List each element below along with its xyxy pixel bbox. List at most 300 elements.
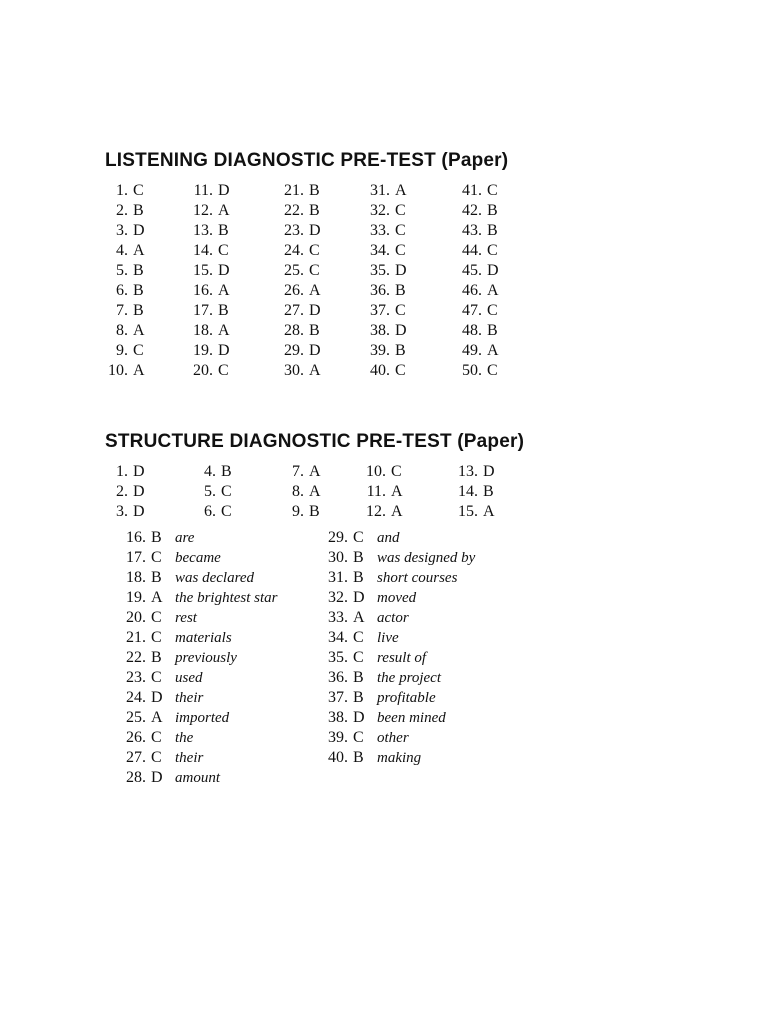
answer-letter: D bbox=[309, 342, 321, 359]
answer-letter: A bbox=[309, 362, 321, 379]
answer-item bbox=[458, 281, 499, 301]
answer-letter: A bbox=[391, 503, 403, 520]
answer-letter: D bbox=[133, 463, 145, 480]
answer-item bbox=[458, 301, 499, 321]
answer-letter: B bbox=[133, 282, 144, 299]
question-number: 26. bbox=[126, 729, 146, 746]
answer-letter: D bbox=[133, 503, 145, 520]
question-number: 20. bbox=[193, 362, 213, 379]
answer-item bbox=[366, 241, 407, 261]
answer-letter: D bbox=[395, 322, 407, 339]
answer-column bbox=[458, 462, 495, 522]
question-number: 3. bbox=[116, 222, 128, 239]
question-number: 25. bbox=[126, 709, 146, 726]
word-answer-item bbox=[108, 708, 278, 728]
answer-item bbox=[284, 482, 321, 502]
question-number: 21. bbox=[126, 629, 146, 646]
question-number: 7. bbox=[116, 302, 128, 319]
word-answer-item bbox=[310, 668, 475, 688]
answer-item bbox=[280, 341, 321, 361]
answer-word: imported bbox=[175, 710, 230, 726]
answer-letter: A bbox=[218, 322, 230, 339]
answer-word: was designed by bbox=[377, 550, 476, 566]
word-answer-item bbox=[108, 528, 278, 548]
question-number: 15. bbox=[193, 262, 213, 279]
answer-letter: C bbox=[395, 362, 406, 379]
word-answer-item bbox=[108, 608, 278, 628]
answer-letter: B bbox=[309, 202, 320, 219]
answer-item bbox=[280, 221, 321, 241]
answer-item bbox=[104, 241, 145, 261]
answer-item bbox=[189, 301, 230, 321]
question-number: 49. bbox=[462, 342, 482, 359]
question-number: 12. bbox=[193, 202, 213, 219]
answer-item bbox=[284, 462, 321, 482]
answer-letter: C bbox=[395, 242, 406, 259]
question-number: 17. bbox=[126, 549, 146, 566]
answer-item bbox=[104, 201, 145, 221]
word-answer-item bbox=[108, 688, 278, 708]
answer-column bbox=[458, 181, 499, 381]
word-answer-item bbox=[310, 728, 475, 748]
answer-letter: A bbox=[133, 322, 145, 339]
word-answer-item bbox=[108, 568, 278, 588]
question-number: 19. bbox=[126, 589, 146, 606]
answer-item bbox=[458, 482, 495, 502]
question-number: 43. bbox=[462, 222, 482, 239]
answer-item bbox=[189, 261, 230, 281]
word-answer-item bbox=[310, 548, 475, 568]
answer-item bbox=[366, 321, 407, 341]
word-answer-item bbox=[310, 708, 475, 728]
question-number: 24. bbox=[284, 242, 304, 259]
answer-column bbox=[108, 462, 145, 522]
answer-item bbox=[366, 201, 407, 221]
question-number: 30. bbox=[284, 362, 304, 379]
answer-letter: D bbox=[151, 769, 163, 786]
answer-word: are bbox=[175, 530, 195, 546]
question-number: 45. bbox=[462, 262, 482, 279]
answer-item bbox=[366, 221, 407, 241]
question-number: 36. bbox=[328, 669, 348, 686]
answer-letter: B bbox=[353, 549, 364, 566]
answer-letter: C bbox=[395, 202, 406, 219]
answer-letter: D bbox=[353, 709, 365, 726]
question-number: 9. bbox=[292, 503, 304, 520]
answer-letter: A bbox=[483, 503, 495, 520]
answer-letter: C bbox=[353, 729, 364, 746]
question-number: 6. bbox=[116, 282, 128, 299]
answer-word: amount bbox=[175, 770, 220, 786]
question-number: 16. bbox=[193, 282, 213, 299]
answer-word: materials bbox=[175, 630, 232, 646]
answer-word: moved bbox=[377, 590, 417, 606]
answer-letter: B bbox=[353, 749, 364, 766]
answer-letter: C bbox=[133, 342, 144, 359]
answer-letter: A bbox=[487, 342, 499, 359]
answer-column bbox=[189, 181, 230, 381]
answer-word: previously bbox=[175, 650, 237, 666]
answer-letter: A bbox=[218, 202, 230, 219]
answer-item bbox=[280, 321, 321, 341]
answer-letter: A bbox=[395, 182, 407, 199]
question-number: 23. bbox=[126, 669, 146, 686]
question-number: 17. bbox=[193, 302, 213, 319]
question-number: 40. bbox=[370, 362, 390, 379]
answer-item bbox=[458, 181, 499, 201]
question-number: 33. bbox=[328, 609, 348, 626]
answer-item bbox=[280, 361, 321, 381]
answer-letter: C bbox=[391, 463, 402, 480]
answer-column bbox=[366, 462, 403, 522]
answer-letter: A bbox=[309, 282, 321, 299]
question-number: 5. bbox=[204, 483, 216, 500]
answer-letter: D bbox=[309, 302, 321, 319]
answer-letter: B bbox=[309, 322, 320, 339]
question-number: 9. bbox=[116, 342, 128, 359]
answer-item bbox=[189, 281, 230, 301]
answer-letter: A bbox=[309, 483, 321, 500]
answer-item bbox=[284, 502, 321, 522]
answer-word: short courses bbox=[377, 570, 458, 586]
answer-item bbox=[189, 201, 230, 221]
answer-item bbox=[189, 321, 230, 341]
word-answer-item bbox=[310, 628, 475, 648]
answer-letter: C bbox=[221, 483, 232, 500]
answer-letter: B bbox=[395, 282, 406, 299]
answer-item bbox=[196, 462, 232, 482]
answer-item bbox=[196, 502, 232, 522]
word-answer-item bbox=[310, 648, 475, 668]
answer-letter: D bbox=[133, 222, 145, 239]
answer-letter: B bbox=[395, 342, 406, 359]
word-answer-item bbox=[108, 668, 278, 688]
answer-item bbox=[189, 181, 230, 201]
answer-letter: C bbox=[353, 649, 364, 666]
answer-item bbox=[366, 301, 407, 321]
answer-letter: A bbox=[309, 463, 321, 480]
answer-word: result of bbox=[377, 650, 427, 666]
answer-item bbox=[196, 482, 232, 502]
answer-letter: B bbox=[487, 222, 498, 239]
answer-word: their bbox=[175, 750, 204, 766]
question-number: 21. bbox=[284, 182, 304, 199]
answer-letter: C bbox=[151, 669, 162, 686]
answer-letter: C bbox=[487, 302, 498, 319]
answer-item bbox=[108, 502, 145, 522]
question-number: 46. bbox=[462, 282, 482, 299]
answer-word: making bbox=[377, 750, 422, 766]
answer-letter: D bbox=[487, 262, 499, 279]
answer-letter: C bbox=[353, 529, 364, 546]
answer-word: actor bbox=[377, 610, 409, 626]
answer-item bbox=[104, 261, 145, 281]
answer-letter: D bbox=[353, 589, 365, 606]
answer-item bbox=[458, 462, 495, 482]
answer-item bbox=[280, 281, 321, 301]
answer-column bbox=[284, 462, 321, 522]
answer-letter: C bbox=[218, 242, 229, 259]
answer-letter: A bbox=[151, 589, 163, 606]
question-number: 10. bbox=[108, 362, 128, 379]
answer-letter: C bbox=[218, 362, 229, 379]
answer-letter: C bbox=[151, 549, 162, 566]
structure-title-text: STRUCTURE DIAGNOSTIC PRE-TEST bbox=[105, 431, 452, 452]
question-number: 3. bbox=[116, 503, 128, 520]
answer-item bbox=[458, 221, 499, 241]
answer-item bbox=[189, 221, 230, 241]
answer-item bbox=[366, 502, 403, 522]
question-number: 38. bbox=[328, 709, 348, 726]
word-answer-item bbox=[108, 728, 278, 748]
answer-letter: B bbox=[487, 322, 498, 339]
structure-title-suffix: (Paper) bbox=[457, 431, 525, 452]
question-number: 33. bbox=[370, 222, 390, 239]
answer-letter: D bbox=[483, 463, 495, 480]
word-answer-item bbox=[108, 648, 278, 668]
answer-item bbox=[458, 361, 499, 381]
word-answer-item bbox=[310, 528, 475, 548]
structure-word-column-2 bbox=[310, 528, 475, 768]
answer-word: rest bbox=[175, 610, 197, 626]
answer-item bbox=[366, 462, 403, 482]
question-number: 34. bbox=[328, 629, 348, 646]
listening-title-suffix: (Paper) bbox=[441, 150, 509, 171]
answer-letter: C bbox=[151, 629, 162, 646]
answer-letter: D bbox=[395, 262, 407, 279]
answer-letter: A bbox=[487, 282, 499, 299]
question-number: 26. bbox=[284, 282, 304, 299]
question-number: 14. bbox=[458, 483, 478, 500]
answer-letter: B bbox=[133, 262, 144, 279]
answer-column bbox=[280, 181, 321, 381]
word-answer-item bbox=[108, 768, 278, 788]
word-answer-item bbox=[310, 588, 475, 608]
answer-letter: D bbox=[218, 342, 230, 359]
answer-item bbox=[458, 241, 499, 261]
question-number: 44. bbox=[462, 242, 482, 259]
question-number: 41. bbox=[462, 182, 482, 199]
answer-word: live bbox=[377, 630, 399, 646]
answer-letter: D bbox=[133, 483, 145, 500]
answer-letter: C bbox=[395, 222, 406, 239]
question-number: 18. bbox=[193, 322, 213, 339]
answer-word: the bbox=[175, 730, 194, 746]
question-number: 34. bbox=[370, 242, 390, 259]
question-number: 4. bbox=[204, 463, 216, 480]
structure-word-column-1 bbox=[108, 528, 278, 788]
answer-letter: D bbox=[151, 689, 163, 706]
answer-item bbox=[189, 341, 230, 361]
answer-word: was declared bbox=[175, 570, 255, 586]
answer-item bbox=[104, 181, 145, 201]
question-number: 6. bbox=[204, 503, 216, 520]
answer-letter: B bbox=[353, 669, 364, 686]
answer-item bbox=[108, 462, 145, 482]
answer-letter: D bbox=[309, 222, 321, 239]
question-number: 5. bbox=[116, 262, 128, 279]
answer-item bbox=[280, 201, 321, 221]
answer-word: other bbox=[377, 730, 409, 746]
answer-letter: A bbox=[151, 709, 163, 726]
question-number: 13. bbox=[193, 222, 213, 239]
answer-item bbox=[104, 301, 145, 321]
question-number: 42. bbox=[462, 202, 482, 219]
answer-word: the brightest star bbox=[175, 590, 278, 606]
question-number: 11. bbox=[193, 182, 213, 199]
answer-letter: B bbox=[151, 529, 162, 546]
question-number: 4. bbox=[116, 242, 128, 259]
answer-letter: B bbox=[309, 503, 320, 520]
question-number: 37. bbox=[328, 689, 348, 706]
answer-letter: C bbox=[309, 262, 320, 279]
question-number: 8. bbox=[292, 483, 304, 500]
answer-letter: B bbox=[151, 649, 162, 666]
question-number: 32. bbox=[370, 202, 390, 219]
question-number: 28. bbox=[126, 769, 146, 786]
answer-letter: B bbox=[133, 302, 144, 319]
answer-letter: A bbox=[391, 483, 403, 500]
question-number: 20. bbox=[126, 609, 146, 626]
answer-letter: B bbox=[487, 202, 498, 219]
question-number: 19. bbox=[193, 342, 213, 359]
question-number: 40. bbox=[328, 749, 348, 766]
question-number: 32. bbox=[328, 589, 348, 606]
answer-letter: C bbox=[487, 362, 498, 379]
word-answer-item bbox=[108, 748, 278, 768]
question-number: 27. bbox=[126, 749, 146, 766]
answer-letter: B bbox=[353, 569, 364, 586]
answer-letter: A bbox=[133, 242, 145, 259]
answer-letter: C bbox=[353, 629, 364, 646]
answer-letter: C bbox=[133, 182, 144, 199]
answer-item bbox=[104, 361, 145, 381]
question-number: 37. bbox=[370, 302, 390, 319]
question-number: 48. bbox=[462, 322, 482, 339]
word-answer-item bbox=[310, 608, 475, 628]
answer-word: the project bbox=[377, 670, 442, 686]
answer-item bbox=[104, 281, 145, 301]
answer-item bbox=[366, 281, 407, 301]
question-number: 31. bbox=[370, 182, 390, 199]
answer-item bbox=[458, 261, 499, 281]
answer-item bbox=[458, 201, 499, 221]
answer-item bbox=[104, 221, 145, 241]
answer-letter: B bbox=[218, 222, 229, 239]
question-number: 47. bbox=[462, 302, 482, 319]
answer-letter: C bbox=[395, 302, 406, 319]
answer-column bbox=[104, 181, 145, 381]
answer-word: their bbox=[175, 690, 204, 706]
answer-item bbox=[458, 502, 495, 522]
answer-letter: C bbox=[151, 729, 162, 746]
question-number: 50. bbox=[462, 362, 482, 379]
question-number: 36. bbox=[370, 282, 390, 299]
answer-item bbox=[366, 261, 407, 281]
word-answer-item bbox=[108, 628, 278, 648]
question-number: 30. bbox=[328, 549, 348, 566]
question-number: 23. bbox=[284, 222, 304, 239]
answer-word: became bbox=[175, 550, 221, 566]
answer-item bbox=[366, 181, 407, 201]
answer-word: profitable bbox=[377, 690, 436, 706]
question-number: 2. bbox=[116, 202, 128, 219]
question-number: 38. bbox=[370, 322, 390, 339]
answer-item bbox=[104, 321, 145, 341]
question-number: 1. bbox=[116, 463, 128, 480]
answer-item bbox=[189, 241, 230, 261]
question-number: 12. bbox=[366, 503, 386, 520]
answer-item bbox=[280, 241, 321, 261]
word-answer-item bbox=[310, 568, 475, 588]
question-number: 10. bbox=[366, 463, 386, 480]
answer-item bbox=[280, 261, 321, 281]
question-number: 25. bbox=[284, 262, 304, 279]
answer-letter: C bbox=[151, 749, 162, 766]
answer-item bbox=[104, 341, 145, 361]
answer-letter: C bbox=[151, 609, 162, 626]
question-number: 7. bbox=[292, 463, 304, 480]
answer-letter: C bbox=[221, 503, 232, 520]
question-number: 31. bbox=[328, 569, 348, 586]
answer-item bbox=[189, 361, 230, 381]
question-number: 39. bbox=[328, 729, 348, 746]
answer-word: and bbox=[377, 530, 400, 546]
answer-letter: A bbox=[133, 362, 145, 379]
answer-letter: B bbox=[483, 483, 494, 500]
answer-word: been mined bbox=[377, 710, 446, 726]
answer-item bbox=[458, 341, 499, 361]
answer-item bbox=[366, 341, 407, 361]
question-number: 28. bbox=[284, 322, 304, 339]
answer-item bbox=[280, 301, 321, 321]
answer-column bbox=[366, 181, 407, 381]
answer-word: used bbox=[175, 670, 203, 686]
answer-letter: B bbox=[218, 302, 229, 319]
answer-item bbox=[108, 482, 145, 502]
answer-letter: C bbox=[487, 182, 498, 199]
question-number: 29. bbox=[284, 342, 304, 359]
question-number: 22. bbox=[284, 202, 304, 219]
listening-title bbox=[105, 150, 508, 172]
word-answer-item bbox=[108, 588, 278, 608]
question-number: 39. bbox=[370, 342, 390, 359]
answer-letter: B bbox=[353, 689, 364, 706]
listening-title-text: LISTENING DIAGNOSTIC PRE-TEST bbox=[105, 150, 436, 171]
answer-letter: B bbox=[221, 463, 232, 480]
answer-column bbox=[196, 462, 232, 522]
question-number: 14. bbox=[193, 242, 213, 259]
question-number: 35. bbox=[328, 649, 348, 666]
answer-letter: A bbox=[218, 282, 230, 299]
question-number: 18. bbox=[126, 569, 146, 586]
question-number: 29. bbox=[328, 529, 348, 546]
question-number: 13. bbox=[458, 463, 478, 480]
word-answer-item bbox=[310, 748, 475, 768]
question-number: 11. bbox=[366, 483, 386, 500]
question-number: 27. bbox=[284, 302, 304, 319]
answer-item bbox=[280, 181, 321, 201]
structure-title bbox=[105, 431, 524, 453]
answer-letter: B bbox=[151, 569, 162, 586]
answer-letter: D bbox=[218, 182, 230, 199]
answer-letter: D bbox=[218, 262, 230, 279]
question-number: 8. bbox=[116, 322, 128, 339]
question-number: 2. bbox=[116, 483, 128, 500]
answer-item bbox=[366, 482, 403, 502]
answer-letter: A bbox=[353, 609, 365, 626]
question-number: 1. bbox=[116, 182, 128, 199]
